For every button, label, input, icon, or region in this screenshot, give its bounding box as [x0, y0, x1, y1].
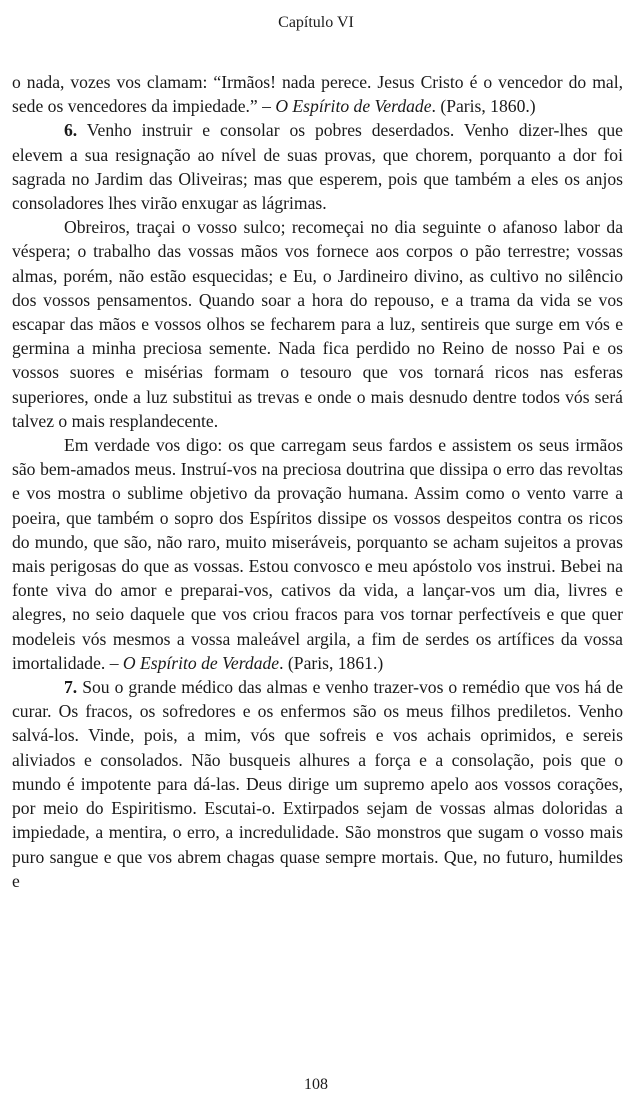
source-note: . (Paris, 1861.): [279, 652, 384, 673]
paragraph: [12, 433, 623, 675]
chapter-header: Capítulo VI: [278, 14, 354, 31]
paragraph-text: Sou o grande médico das almas e venho trazer-vos o remédio que vos há de curar. Os fracos, os sofredores e os enfermos são os meus filhos prediletos. Venho salvá-los. Vinde, pois, a mim, vós que sofreis e vos achais oprimidos, e sereis aliviados e consolados. Não busqueis alhures a força e a consolação, pois que o mundo é impotente para dá-las. Deus dirige um supremo apelo aos vossos corações, por meio do Espiritismo. Escutai-o. Extirpados sejam de vossas almas doloridas a impiedade, a mentira, o erro, a incredulidade. São monstros que sugam o vosso mais puro sangue e que vos abrem chagas quase sempre mortais. Que, no futuro, humildes e: [12, 677, 623, 891]
paragraph-text: o nada, vozes vos clamam: “Irmãos! nada perece. Jesus Cristo é o vencedor do mal, sede os vencedores da impiedade.” –: [12, 72, 623, 117]
attribution: O Espírito de Verdade: [122, 652, 280, 673]
paragraph-continuation: [12, 70, 623, 118]
body-text: [12, 70, 623, 893]
paragraph-item-6: [12, 118, 623, 215]
paragraph-item-7: [12, 675, 623, 893]
paragraph-text: Em verdade vos digo: os que carregam seus fardos e assistem os seus irmãos são bem-amados meus. Instruí-vos na preciosa doutrina que dissipa o erro das revoltas e vos mostra o sublime objetivo da provação humana. Assim como o vento varre a poeira, que também o sopro dos Espíritos dissipe os vossos despeitos contra os ricos do mundo, que são, não raro, muito miseráveis, porquanto se acham sujeitos a provas mais perigosas do que as vossas. Estou convosco e meu apóstolo vos instrui. Bebei na fonte viva do amor e preparai-vos, cativos da vida, a lançar-vos um dia, livres e alegres, no seio daquele que vos criou fracos para vos tornar perfectíveis e que quer modeleis vós mesmos a vossa maleável argila, a fim de serdes os artífices da vossa imortalidade. –: [12, 435, 623, 673]
paragraph-text: Venho instruir e consolar os pobres deserdados. Venho dizer-lhes que elevem a sua resignação ao nível de suas provas, que chorem, porquanto a dor foi sagrada no Jardim das Oliveiras; mas que esperem, pois que também a eles os anjos consoladores lhes virão enxugar as lágrimas.: [12, 120, 623, 214]
page-number: 108: [304, 1076, 328, 1093]
item-number: 6.: [64, 120, 78, 141]
source-note: . (Paris, 1860.): [431, 96, 536, 117]
paragraph-text: Obreiros, traçai o vosso sulco; recomeçai no dia seguinte o afanoso labor da véspera; o trabalho das vossas mãos vos fornece aos corpos o pão terrestre; vossas almas, porém, não estão esquecidas; e Eu, o Jardineiro divino, as cultivo no silêncio dos vossos pensamentos. Quando soar a hora do repouso, e a trama da vida se vos escapar das mãos e vossos olhos se fecharem para a luz, sentireis que surge em vós e germina a minha preciosa semente. Nada fica perdido no Reino de nosso Pai e os vossos suores e misérias formam o tesouro que vos tornará ricos nas esferas superiores, onde a luz substitui as trevas e onde o mais desnudo dentre todos vós será talvez o mais resplandecente.: [12, 217, 623, 431]
item-number: 7.: [64, 677, 78, 698]
paragraph: [12, 215, 623, 433]
attribution: O Espírito de Verdade: [275, 96, 432, 117]
